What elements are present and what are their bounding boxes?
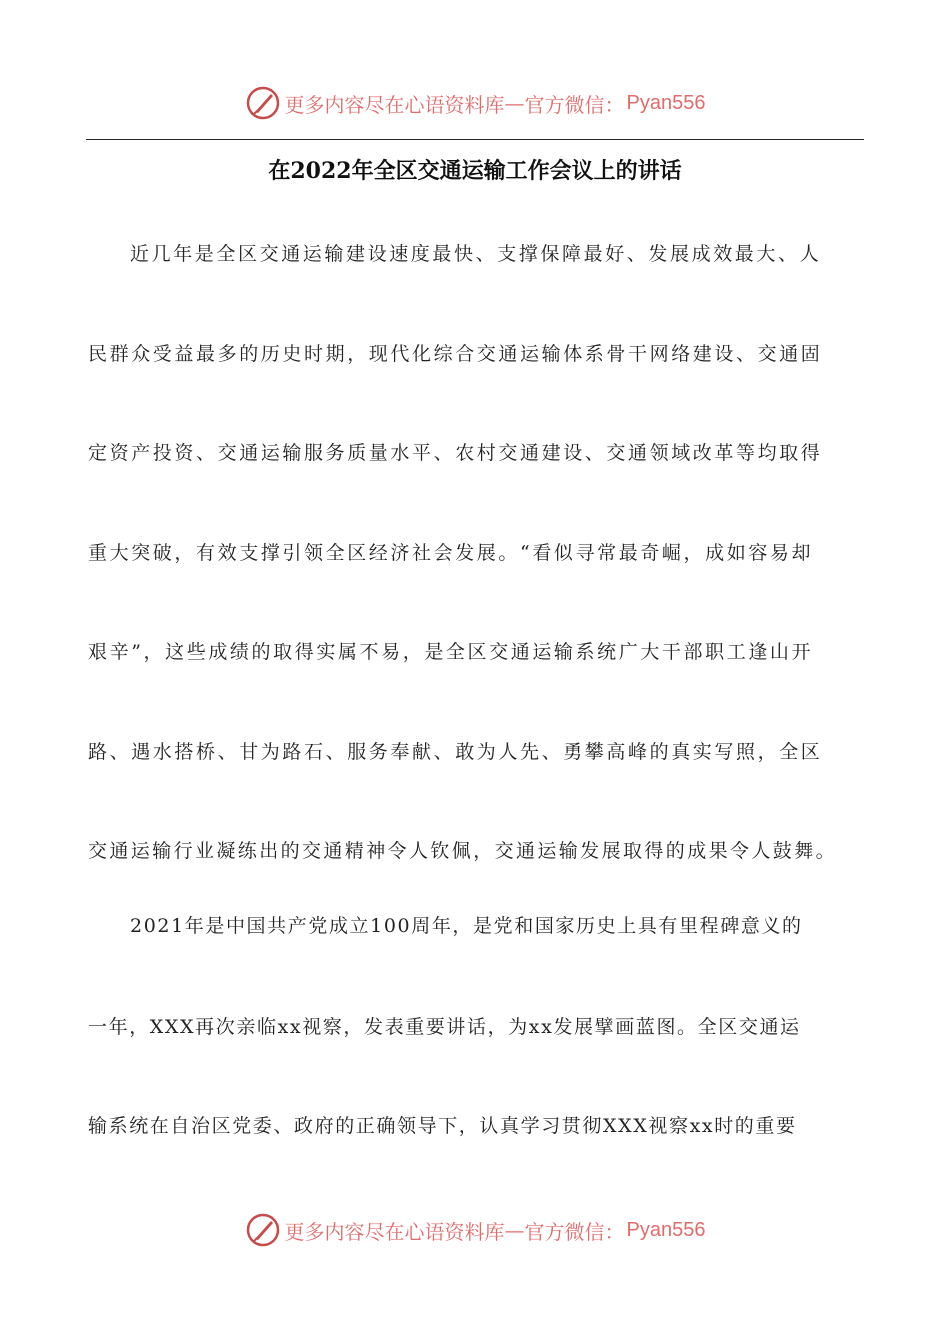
- header-watermark-banner: [0, 83, 950, 123]
- watermark-wechat-label: 官方微信：: [524, 92, 625, 117]
- watermark-wechat-id: Pyan556: [626, 91, 706, 114]
- watermark-site-name: 更多内容尽在心语资料库: [284, 1219, 505, 1244]
- watermark-dash: —: [504, 1218, 525, 1242]
- body-line: 2021年是中国共产党成立100周年，是党和国家历史上具有里程碑意义的: [130, 915, 803, 937]
- header-divider: [86, 139, 864, 140]
- body-line: 一年，XXX再次亲临xx视察，发表重要讲话，为xx发展擘画蓝图。全区交通运: [88, 1016, 801, 1038]
- body-line: 近几年是全区交通运输建设速度最快、支撑保障最好、发展成效最大、人: [130, 243, 822, 265]
- quill-pen-logo-icon: [245, 1212, 281, 1248]
- watermark-wechat-id: Pyan556: [626, 1218, 706, 1241]
- body-line: 重大突破，有效支撑引领全区经济社会发展。“看似寻常最奇崛，成如容易却: [88, 542, 814, 564]
- document-title: 在2022年全区交通运输工作会议上的讲话: [268, 158, 682, 184]
- body-line: 交通运输行业凝练出的交通精神令人钦佩，交通运输发展取得的成果令人鼓舞。: [88, 840, 838, 862]
- body-line: 民群众受益最多的历史时期，现代化综合交通运输体系骨干网络建设、交通固: [88, 343, 823, 365]
- body-line: 艰辛”，这些成绩的取得实属不易，是全区交通运输系统广大干部职工逢山开: [88, 641, 814, 663]
- body-line: 定资产投资、交通运输服务质量水平、农村交通建设、交通领域改革等均取得: [88, 442, 823, 464]
- body-line: 路、遇水搭桥、甘为路石、服务奉献、敢为人先、勇攀高峰的真实写照，全区: [88, 741, 823, 763]
- watermark-site-name: 更多内容尽在心语资料库: [284, 92, 505, 117]
- watermark-dash: —: [504, 91, 525, 115]
- quill-pen-logo-icon: [245, 85, 281, 121]
- watermark-wechat-label: 官方微信：: [524, 1219, 625, 1244]
- footer-watermark-banner: [0, 1210, 950, 1250]
- body-line: 输系统在自治区党委、政府的正确领导下，认真学习贯彻XXX视察xx时的重要: [88, 1115, 797, 1137]
